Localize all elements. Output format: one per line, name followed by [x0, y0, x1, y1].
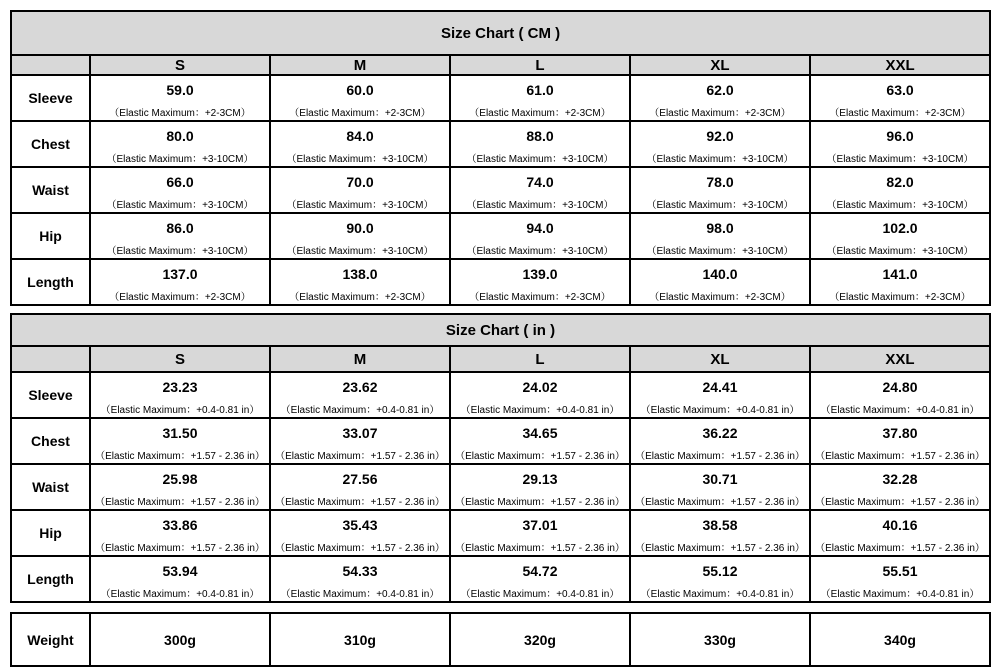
measurement-value: 31.50 [90, 418, 270, 446]
weight-value: 330g [630, 613, 810, 666]
measurement-value: 33.86 [90, 510, 270, 538]
elastic-note: （Elastic Maximum：+1.57 - 2.36 in） [450, 492, 630, 510]
elastic-note: （Elastic Maximum：+1.57 - 2.36 in） [810, 492, 990, 510]
elastic-note: （Elastic Maximum：+3-10CM） [630, 241, 810, 259]
size-chart-inch-table [10, 313, 991, 603]
elastic-note: （Elastic Maximum：+3-10CM） [90, 149, 270, 167]
measurement-value: 90.0 [270, 213, 450, 241]
measurement-value: 59.0 [90, 75, 270, 103]
elastic-note: （Elastic Maximum：+0.4-0.81 in） [270, 584, 450, 602]
elastic-note: （Elastic Maximum：+3-10CM） [270, 195, 450, 213]
measurement-value: 94.0 [450, 213, 630, 241]
elastic-note: （Elastic Maximum：+1.57 - 2.36 in） [810, 446, 990, 464]
elastic-note: （Elastic Maximum：+0.4-0.81 in） [630, 400, 810, 418]
elastic-note: （Elastic Maximum：+3-10CM） [810, 149, 990, 167]
elastic-note: （Elastic Maximum：+0.4-0.81 in） [450, 400, 630, 418]
measurement-value: 74.0 [450, 167, 630, 195]
table-title: Size Chart ( CM ) [11, 11, 990, 55]
table-row [11, 613, 990, 666]
measurement-value: 54.33 [270, 556, 450, 584]
table-row [11, 121, 990, 149]
row-label: Length [11, 259, 90, 305]
elastic-note: （Elastic Maximum：+2-3CM） [90, 287, 270, 305]
measurement-value: 84.0 [270, 121, 450, 149]
measurement-value: 62.0 [630, 75, 810, 103]
elastic-note: （Elastic Maximum：+1.57 - 2.36 in） [630, 446, 810, 464]
elastic-note: （Elastic Maximum：+1.57 - 2.36 in） [270, 492, 450, 510]
measurement-value: 80.0 [90, 121, 270, 149]
elastic-note: （Elastic Maximum：+1.57 - 2.36 in） [450, 446, 630, 464]
elastic-note: （Elastic Maximum：+1.57 - 2.36 in） [90, 446, 270, 464]
row-label: Hip [11, 510, 90, 556]
measurement-value: 23.23 [90, 372, 270, 400]
elastic-note: （Elastic Maximum：+0.4-0.81 in） [810, 584, 990, 602]
elastic-note: （Elastic Maximum：+0.4-0.81 in） [90, 400, 270, 418]
measurement-value: 35.43 [270, 510, 450, 538]
elastic-note: （Elastic Maximum：+1.57 - 2.36 in） [630, 492, 810, 510]
measurement-value: 66.0 [90, 167, 270, 195]
measurement-value: 78.0 [630, 167, 810, 195]
weight-value: 310g [270, 613, 450, 666]
size-header: XXL [810, 55, 990, 75]
measurement-value: 98.0 [630, 213, 810, 241]
measurement-value: 37.80 [810, 418, 990, 446]
row-label: Sleeve [11, 75, 90, 121]
weight-value: 340g [810, 613, 990, 666]
measurement-value: 30.71 [630, 464, 810, 492]
measurement-value: 88.0 [450, 121, 630, 149]
table-row [11, 167, 990, 195]
elastic-note: （Elastic Maximum：+1.57 - 2.36 in） [630, 538, 810, 556]
elastic-note: （Elastic Maximum：+2-3CM） [810, 287, 990, 305]
measurement-value: 23.62 [270, 372, 450, 400]
elastic-note: （Elastic Maximum：+3-10CM） [270, 241, 450, 259]
size-header: M [270, 55, 450, 75]
elastic-note: （Elastic Maximum：+3-10CM） [90, 241, 270, 259]
header-corner [11, 55, 90, 75]
table-row [11, 464, 990, 492]
row-label: Chest [11, 121, 90, 167]
measurement-value: 102.0 [810, 213, 990, 241]
row-label: Waist [11, 464, 90, 510]
measurement-value: 25.98 [90, 464, 270, 492]
measurement-value: 24.41 [630, 372, 810, 400]
measurement-value: 92.0 [630, 121, 810, 149]
table-row [11, 213, 990, 241]
elastic-note: （Elastic Maximum：+2-3CM） [90, 103, 270, 121]
elastic-note: （Elastic Maximum：+1.57 - 2.36 in） [450, 538, 630, 556]
size-header: XL [630, 346, 810, 372]
elastic-note: （Elastic Maximum：+2-3CM） [630, 287, 810, 305]
measurement-value: 24.02 [450, 372, 630, 400]
elastic-note: （Elastic Maximum：+1.57 - 2.36 in） [810, 538, 990, 556]
elastic-note: （Elastic Maximum：+3-10CM） [810, 241, 990, 259]
measurement-value: 33.07 [270, 418, 450, 446]
measurement-value: 138.0 [270, 259, 450, 287]
size-header: S [90, 55, 270, 75]
header-corner [11, 346, 90, 372]
table-row [11, 556, 990, 584]
elastic-note: （Elastic Maximum：+2-3CM） [450, 103, 630, 121]
elastic-note: （Elastic Maximum：+1.57 - 2.36 in） [270, 446, 450, 464]
elastic-note: （Elastic Maximum：+3-10CM） [630, 195, 810, 213]
weight-table [10, 612, 991, 667]
elastic-note: （Elastic Maximum：+2-3CM） [630, 103, 810, 121]
elastic-note: （Elastic Maximum：+1.57 - 2.36 in） [270, 538, 450, 556]
measurement-value: 140.0 [630, 259, 810, 287]
measurement-value: 96.0 [810, 121, 990, 149]
elastic-note: （Elastic Maximum：+3-10CM） [90, 195, 270, 213]
measurement-value: 40.16 [810, 510, 990, 538]
measurement-value: 29.13 [450, 464, 630, 492]
measurement-value: 139.0 [450, 259, 630, 287]
row-label: Hip [11, 213, 90, 259]
elastic-note: （Elastic Maximum：+2-3CM） [270, 103, 450, 121]
elastic-note: （Elastic Maximum：+2-3CM） [810, 103, 990, 121]
measurement-value: 53.94 [90, 556, 270, 584]
measurement-value: 61.0 [450, 75, 630, 103]
size-header: L [450, 55, 630, 75]
measurement-value: 137.0 [90, 259, 270, 287]
size-header: M [270, 346, 450, 372]
elastic-note: （Elastic Maximum：+3-10CM） [450, 149, 630, 167]
elastic-note: （Elastic Maximum：+3-10CM） [810, 195, 990, 213]
measurement-value: 36.22 [630, 418, 810, 446]
measurement-value: 37.01 [450, 510, 630, 538]
elastic-note: （Elastic Maximum：+0.4-0.81 in） [810, 400, 990, 418]
measurement-value: 63.0 [810, 75, 990, 103]
measurement-value: 32.28 [810, 464, 990, 492]
elastic-note: （Elastic Maximum：+2-3CM） [450, 287, 630, 305]
measurement-value: 38.58 [630, 510, 810, 538]
elastic-note: （Elastic Maximum：+0.4-0.81 in） [630, 584, 810, 602]
measurement-value: 82.0 [810, 167, 990, 195]
measurement-value: 24.80 [810, 372, 990, 400]
table-title: Size Chart ( in ) [11, 314, 990, 346]
measurement-value: 70.0 [270, 167, 450, 195]
measurement-value: 55.51 [810, 556, 990, 584]
size-header: L [450, 346, 630, 372]
measurement-value: 60.0 [270, 75, 450, 103]
row-label: Chest [11, 418, 90, 464]
size-header: XL [630, 55, 810, 75]
measurement-value: 54.72 [450, 556, 630, 584]
table-row [11, 75, 990, 103]
elastic-note: （Elastic Maximum：+0.4-0.81 in） [450, 584, 630, 602]
row-label: Length [11, 556, 90, 602]
measurement-value: 34.65 [450, 418, 630, 446]
size-header: S [90, 346, 270, 372]
weight-value: 300g [90, 613, 270, 666]
measurement-value: 55.12 [630, 556, 810, 584]
elastic-note: （Elastic Maximum：+3-10CM） [450, 195, 630, 213]
elastic-note: （Elastic Maximum：+2-3CM） [270, 287, 450, 305]
row-label: Waist [11, 167, 90, 213]
table-row [11, 510, 990, 538]
measurement-value: 27.56 [270, 464, 450, 492]
row-label: Weight [11, 613, 90, 666]
size-header: XXL [810, 346, 990, 372]
elastic-note: （Elastic Maximum：+0.4-0.81 in） [90, 584, 270, 602]
weight-value: 320g [450, 613, 630, 666]
table-row [11, 259, 990, 287]
row-label: Sleeve [11, 372, 90, 418]
size-chart-cm-table [10, 10, 991, 306]
elastic-note: （Elastic Maximum：+3-10CM） [450, 241, 630, 259]
elastic-note: （Elastic Maximum：+1.57 - 2.36 in） [90, 538, 270, 556]
elastic-note: （Elastic Maximum：+3-10CM） [270, 149, 450, 167]
table-row [11, 418, 990, 446]
measurement-value: 86.0 [90, 213, 270, 241]
elastic-note: （Elastic Maximum：+3-10CM） [630, 149, 810, 167]
measurement-value: 141.0 [810, 259, 990, 287]
table-row [11, 372, 990, 400]
elastic-note: （Elastic Maximum：+0.4-0.81 in） [270, 400, 450, 418]
elastic-note: （Elastic Maximum：+1.57 - 2.36 in） [90, 492, 270, 510]
